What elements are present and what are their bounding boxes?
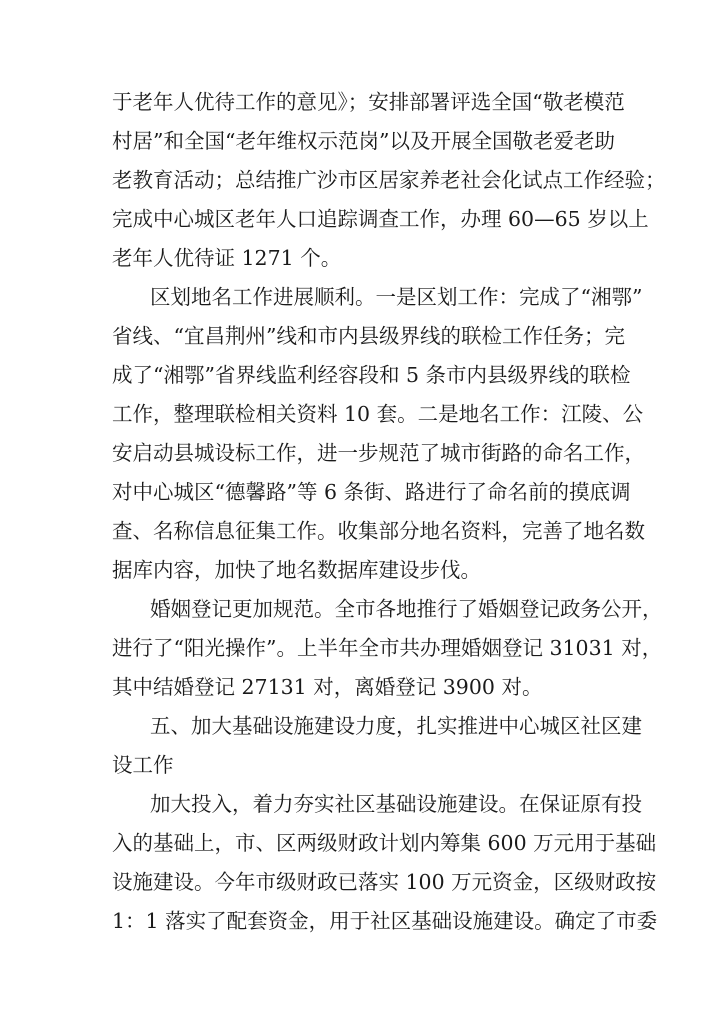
text-line: 据库内容，加快了地名数据库建设步伐。 — [112, 558, 481, 582]
text-line: 工作，整理联检相关资料 10 套。二是地名工作：江陵、公 — [112, 402, 644, 426]
text-line: 村居”和全国“老年维权示范岗”以及开展全国敬老爱老助 — [112, 129, 615, 153]
paragraph-first-line: 婚姻登记更加规范。全市各地推行了婚姻登记政务公开， — [150, 597, 663, 621]
text-line: 1：1 落实了配套资金，用于社区基础设施建设。确定了市委 — [112, 909, 658, 933]
text-line: 对中心城区“德馨路”等 6 条街、路进行了命名前的摸底调 — [112, 480, 631, 504]
text-line: 设施建设。今年市级财政已落实 100 万元资金，区级财政按 — [112, 870, 657, 894]
section-heading-line: 五、加大基础设施建设力度，扎实推进中心城区社区建 — [150, 714, 642, 738]
text-line: 老教育活动；总结推广沙市区居家养老社会化试点工作经验； — [112, 168, 666, 192]
text-line: 查、名称信息征集工作。收集部分地名资料，完善了地名数 — [112, 519, 645, 543]
text-line: 安启动县城设标工作，进一步规范了城市街路的命名工作， — [112, 441, 645, 465]
text-line: 成了“湘鄂”省界线监利经容段和 5 条市内县级界线的联检 — [112, 363, 631, 387]
text-line: 省线、“宜昌荆州”线和市内县级界线的联检工作任务；完 — [112, 324, 625, 348]
paragraph-first-line: 区划地名工作进展顺利。一是区划工作：完成了“湘鄂” — [150, 285, 643, 309]
text-line: 老年人优待证 1271 个。 — [112, 246, 342, 270]
text-line: 完成中心城区老年人口追踪调查工作，办理 60—65 岁以上 — [112, 207, 649, 231]
paragraph-first-line: 加大投入，着力夯实社区基础设施建设。在保证原有投 — [150, 792, 642, 816]
text-line: 进行了“阳光操作”。上半年全市共办理婚姻登记 31031 对， — [112, 636, 663, 660]
text-line: 其中结婚登记 27131 对，离婚登记 3900 对。 — [112, 675, 543, 699]
text-line: 于老年人优待工作的意见》；安排部署评选全国“敬老模范 — [112, 90, 625, 114]
text-line: 入的基础上，市、区两级财政计划内筹集 600 万元用于基础 — [112, 831, 657, 855]
section-heading-line: 设工作 — [112, 753, 174, 777]
